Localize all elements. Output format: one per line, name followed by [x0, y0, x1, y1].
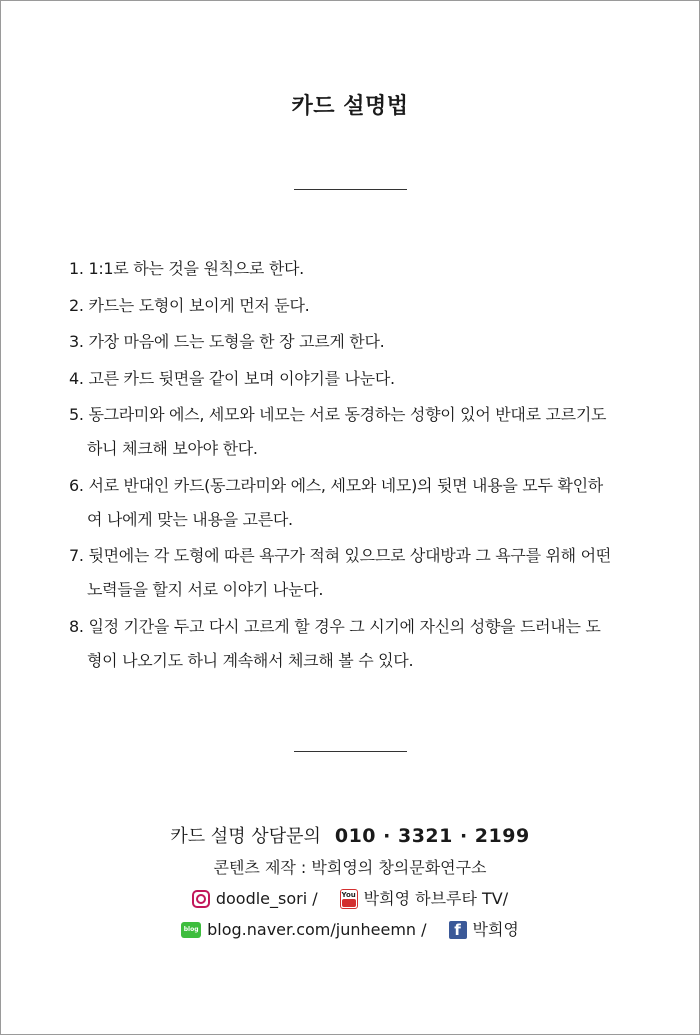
- naver-blog-icon: blog: [181, 922, 201, 938]
- phone-number: 010 · 3321 · 2199: [334, 825, 530, 847]
- contact-label: 카드 설명 상담문의: [170, 826, 321, 847]
- rule-text: 3. 가장 마음에 드는 도형을 한 장 고르게 한다.: [69, 332, 385, 351]
- rule-item: [69, 546, 649, 600]
- rule-item: [69, 476, 649, 530]
- page-title: 카드 설명법: [291, 94, 409, 119]
- rule-text-continued: 하니 체크해 보아야 한다.: [87, 439, 258, 458]
- youtube-icon: You: [340, 889, 358, 909]
- rules-list: [69, 259, 649, 687]
- rule-text: 5. 동그라미와 에스, 세모와 네모는 서로 동경하는 성향이 있어 반대로 고르기도: [69, 405, 607, 424]
- rule-item: [69, 369, 649, 389]
- divider-bottom: [294, 751, 407, 752]
- facebook-name: 박희영: [472, 920, 519, 939]
- rule-text: 8. 일정 기간을 두고 다시 고르게 할 경우 그 시기에 자신의 성향을 드러내는 도: [69, 616, 601, 636]
- youtube-channel: 박희영 하브루타 TV/: [363, 889, 509, 908]
- contact-line: [1, 823, 699, 850]
- rule-text: 4. 고른 카드 뒷면을 같이 보며 이야기를 나눈다.: [69, 368, 395, 388]
- rule-text: 2. 카드는 도형이 보이게 먼저 둔다.: [69, 295, 310, 315]
- facebook-icon: f: [449, 921, 467, 939]
- rule-item: [69, 332, 649, 352]
- social-row-2: [1, 918, 699, 942]
- rule-item: [69, 617, 649, 671]
- blog-url: blog.naver.com/junheemn /: [207, 920, 427, 939]
- rule-text: 6. 서로 반대인 카드(동그라미와 에스, 세모와 네모)의 뒷면 내용을 모두 확인하: [69, 475, 603, 495]
- rule-text-continued: 여 나에게 맞는 내용을 고른다.: [87, 509, 293, 529]
- social-row-1: [1, 887, 699, 911]
- instagram-icon: [192, 890, 210, 908]
- divider-top: [294, 189, 407, 190]
- rule-text-continued: 노력들을 할지 서로 이야기 나눈다.: [87, 580, 324, 599]
- instagram-handle: doodle_sori /: [215, 889, 318, 908]
- rule-item: [69, 259, 649, 279]
- rule-item: [69, 405, 649, 459]
- rule-item: [69, 296, 649, 316]
- footer: [1, 823, 699, 942]
- rule-text: 7. 뒷면에는 각 도형에 따른 욕구가 적혀 있으므로 상대방과 그 욕구를 위해 어떤: [69, 546, 611, 565]
- producer-credit: 콘텐츠 제작 : 박희영의 창의문화연구소: [213, 858, 487, 877]
- rule-text: 1. 1:1로 하는 것을 원칙으로 한다.: [69, 259, 304, 278]
- rule-text-continued: 형이 나오기도 하니 계속해서 체크해 볼 수 있다.: [87, 650, 414, 670]
